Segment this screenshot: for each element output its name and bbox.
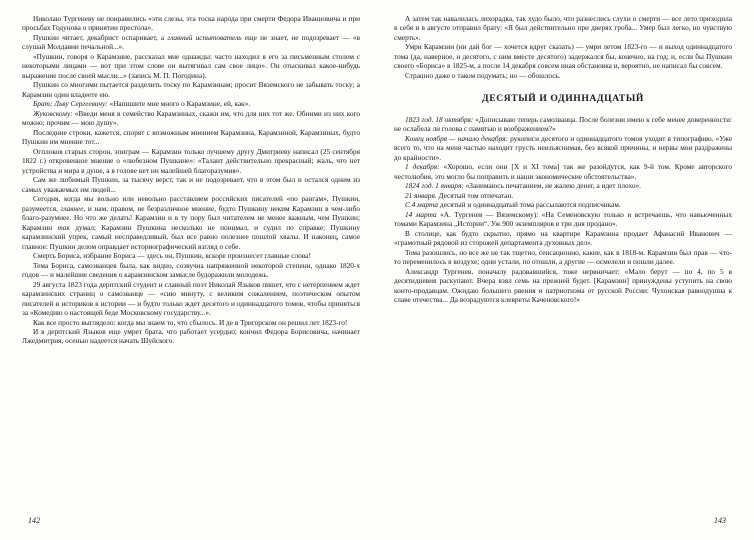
- paragraph: В столице, как будто скрытно, прямо на квартире Карамзина продает Афанасий Иванович — «грамотный рядовой из сторожей департамента духовных дел».: [394, 228, 732, 248]
- paragraph: Жуковскому: «Введи меня в семейство Карамзиных, скажи им, что для них тот же. Обними из них кого можно; прочим — мою душу».: [22, 108, 360, 128]
- paragraph: Тема Бориса, самозванцев была, как видно, созвучна напряженной некоторой степени, однако 1820-х годов — и малейшие сведения о карамзинском замысле будоражили молодежь.: [22, 260, 360, 280]
- paragraph: А затем так навалилась лихорадка, так худо было, что разнеслись слухи о смерти — все лето приходила в себя и в августе отправил брату: «Я был действительно при дверях гроба... Умер был легко, но чувствую смерть».: [394, 14, 732, 42]
- paragraph: Сегодня, когда мы вольно или невольно расставляем российских писателей «по рангам», Пушкин, разумеется, главнее, и нам, правом, не безразличное мнение, будто Пушкину неким Карамзин в чем-либо благо-разумнее. Но что же делать! Карамзин и в ту пору был читателем не менее важным, чем Пушкин; Карамзин так думал; Карамзин Пушкина несколько не понимал, и судил по справке; Пушкину карамзинский упрек, самый несправедливый, был все равно полезнее пошлой хвалы. И наконец, самое главное: Пушкин делом оправдает историографический взгляд о себе.: [22, 194, 361, 251]
- paragraph: 21 января. Десятый том отпечатан.: [405, 190, 514, 200]
- paragraph: Тома разошлись, но все же не так тщетно, сенсационно, какие, как в 1818-м. Карамзин был прав — что-то переменилось в воздухе; одни устали, по отошли, а другие — осмелели и пошли далее.: [394, 247, 732, 267]
- paragraph: 14 марта «А. Тургенев — Вяземскому): «На Семеновскую только и встречаешь, что навьюченных томами Карамзина „Истории“. Уж 900 экземпляров в три дня продано».: [394, 209, 732, 229]
- paragraph: Умри Карамзин (ни дай бог — хочется вдруг сказать) — умри летом 1823-го — и выход одиннадцатого тома (да, наверное, и десятого, с ним вместе десятого) задержался бы, конечно, на год; и, если бы Пушкин своего «Бориса» в 1825-м, а после 14 декабря совсем иная обстановка и, вероятно, не написал бы совсем.: [394, 42, 732, 71]
- right-page-column: [377, 14, 732, 502]
- paragraph: Александр Тургенев, поначалу радовавшийся, тоже нервничает: «Мало берут — по 4, по 5 в десятидневия раскупают. Вчера взял семь на прежней будет. [Карамзин] принуждены уступить на свою конто-продавцам. Ожидаю большего рвения и патриотизма от русской России: Чухонская равнодушна к славе отечества... Да возрадуются клевреты Каченовского!»: [394, 266, 732, 305]
- paragraph: С 4 марта десятый и одиннадцатый тома рассылаются подписчикам.: [405, 200, 621, 210]
- paragraph: Пушкин со многими пытается разделить тоску по Карамзинам; просит Вяземского не забывать тоску; а Карамзин один владеете ею.: [22, 80, 360, 99]
- paragraph: Огплоков старых сторон, эпиграм — Карамзин только лучшему другу Дмитриеву написал (25 сентября 1822 г.) откровенное мнение о «любезном Пушкине»: «Талант действительно прекрасный; жаль, что нет устройства и мира в душе, а в голове нет ни малейшей благоразумия».: [22, 146, 360, 175]
- paragraph: 1 декабря: «Хорошо, если они [Х и ХІ тома] так же разойдутся, как 9-й том. Кроме авторского честолюбия, это могло бы поправить и наши экономические обстоятельства».: [394, 162, 732, 181]
- paragraph: 29 августа 1823 года дерптский студент и славный поэт Николай Языков пишет, что с нетерпением ждет карамзинских страниц о самозванце — «сию минуту, с великим сожалением, поэтическом опытом писателей и историков в истории — и будто только ждет десятого и одиннадцатого томов, чтобы принятьcя за «Комедию о настоящей беде Московскому государству...».: [22, 279, 360, 318]
- right-page-body: [394, 115, 732, 305]
- paragraph: Страшно даже о таком подумать; но — обошлось.: [405, 70, 561, 80]
- left-page-column: [22, 14, 377, 502]
- right-page-intro: [394, 14, 732, 80]
- paragraph: 1823 год. 18 октября: «Дописываю теперь самозванца. После болезни имею к себе менее доверенности: не ослабела ли голова с памятью и воображением?»: [394, 114, 732, 134]
- paragraph: Сам же любимый Пушкин, за тысячу верст, так и не подозревает, что в этом был и остался одним из самых уважаемых им людей...: [22, 175, 360, 194]
- paragraph: И в дерптский Языков еще умрет брата, что работает усердно; кончил Федора Борисовича, начинает Лжедмитрия, осенью надеется начать Шуйского.: [22, 326, 360, 346]
- folio-right: 143: [714, 516, 726, 525]
- two-column-spread: [22, 14, 732, 502]
- paragraph: Пушкин читает, декабрист оспаривает, а главный испытователь еще не знает, не подозревает — «в слушай Молдавии печальной...».: [22, 32, 360, 52]
- left-page-body: [22, 14, 360, 346]
- paragraph: Смерть Бориса, избрание Бориса — здесь он, Пушкин, вскоре произнесет главные слова!: [33, 251, 311, 261]
- paragraph: «Пушкин, говоря о Карамзине, рассказал мне однажды: часто находил я его за письменным столом с некоторыми лицами — вот при этом слове он вытягивал сам свое лицо». Он отыскивал какое-нибудь выражение после своей мысли...» (запись М. П. Погодина).: [22, 51, 360, 80]
- paragraph: Последние строки, кажется, спорят с возможным мнением Карамзина, Карамзиной, Карамзиных, будто Пушкин им мнение тот...: [22, 127, 360, 147]
- paragraph: Как все просто выглядело: когда мы знаем то, что сбылось. И де в Тригорском он решил лет 1823-го!: [33, 317, 348, 327]
- page-footer: [22, 516, 732, 530]
- paragraph: Брат; Льву Сергеевичу: «Напишите мне много о Карамзине, ей, как».: [33, 99, 251, 109]
- folio-left: 142: [28, 516, 40, 525]
- chapter-heading: ДЕСЯТЫЙ И ОДИННАДЦАТЫЙ: [482, 93, 644, 105]
- paragraph: Конец ноября — начало декабря: рукописи десятого и одиннадцатого томов уходят в типографию. «Уже всего то, что на меня частью находит грусть неизъяснимая, без всякой причины, и нервы мои раздражены до крайности».: [394, 133, 732, 162]
- paragraph: Николаю Тургеневу не понравились «эти слезы, эта тоска народа при смерти Федора Иванновича и при просьбах Годунова о принятии престола».: [22, 14, 360, 33]
- paragraph: 1824 год. 1 января: «Занимаюсь печатанием, не жалею денег, а идет плохо».: [405, 181, 641, 191]
